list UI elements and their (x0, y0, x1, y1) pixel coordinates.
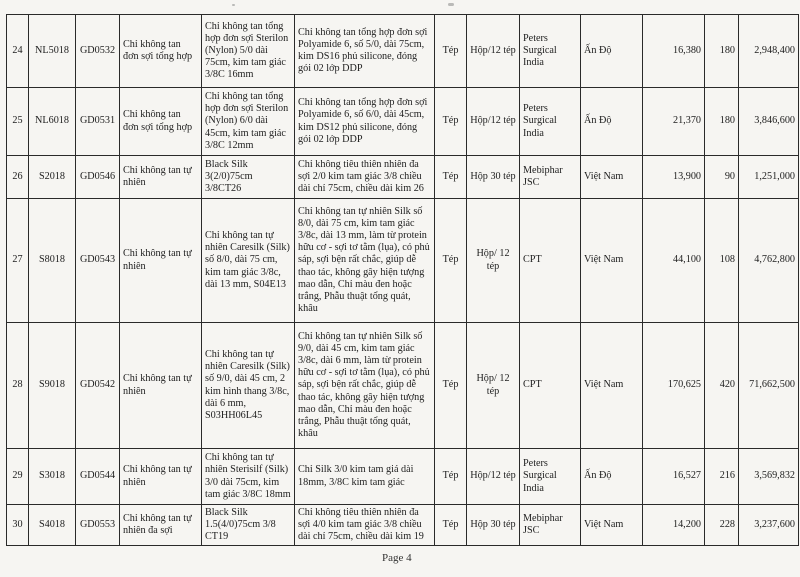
unit-price: 16,380 (643, 15, 705, 88)
unit-price: 21,370 (643, 88, 705, 156)
origin-country: Ấn Độ (581, 15, 643, 88)
group-code: GD0553 (76, 505, 120, 546)
row-index: 24 (7, 15, 29, 88)
table-row (7, 88, 799, 156)
item-name: Chỉ không tan tự nhiên Sterisilf (Silk) 3/0 dài 75cm, kim tam giác 3/8C 18mm (202, 449, 295, 505)
item-spec: Chỉ không tiêu thiên nhiên đa sợi 2/0 kim tam giác 3/8 chiều dài chỉ 75cm, chiều dài kim 26 (295, 156, 435, 199)
unit: Tép (435, 199, 467, 323)
item-name: Chỉ không tan tự nhiên Caresilk (Silk) số 8/0, dài 75 cm, kim tam giác 3/8c, dài 13 mm, S04E13 (202, 199, 295, 323)
unit-price: 13,900 (643, 156, 705, 199)
row-index: 28 (7, 323, 29, 449)
item-spec: Chỉ không tan tổng hợp đơn sợi Polyamide 6, số 6/0, dài 45cm, kim DS12 phủ silicone, đóng gói 02 lớp DDP (295, 88, 435, 156)
table-row (7, 199, 799, 323)
line-total: 3,846,600 (739, 88, 799, 156)
row-index: 26 (7, 156, 29, 199)
group-code: GD0532 (76, 15, 120, 88)
line-total: 2,948,400 (739, 15, 799, 88)
item-name: Chỉ không tan tổng hợp đơn sợi Sterilon (Nylon) 6/0 dài 45cm, kim tam giác 3/8C 12mm (202, 88, 295, 156)
manufacturer: CPT (520, 199, 581, 323)
item-category: Chỉ không tan đơn sợi tổng hợp (120, 15, 202, 88)
unit: Tép (435, 449, 467, 505)
group-code: GD0546 (76, 156, 120, 199)
line-total: 1,251,000 (739, 156, 799, 199)
row-index: 29 (7, 449, 29, 505)
item-code: S3018 (29, 449, 76, 505)
item-category: Chỉ không tan tự nhiên (120, 449, 202, 505)
row-index: 25 (7, 88, 29, 156)
item-name: Black Silk 1.5(4/0)75cm 3/8 CT19 (202, 505, 295, 546)
table-row (7, 15, 799, 88)
item-name: Black Silk 3(2/0)75cm 3/8CT26 (202, 156, 295, 199)
item-category: Chỉ không tan tự nhiên đa sợi (120, 505, 202, 546)
unit: Tép (435, 88, 467, 156)
line-total: 71,662,500 (739, 323, 799, 449)
line-total: 4,762,800 (739, 199, 799, 323)
scan-speck (232, 4, 235, 6)
unit: Tép (435, 323, 467, 449)
manufacturer: Peters Surgical India (520, 15, 581, 88)
row-index: 30 (7, 505, 29, 546)
row-index: 27 (7, 199, 29, 323)
quantity: 108 (705, 199, 739, 323)
line-total: 3,569,832 (739, 449, 799, 505)
page-number: Page 4 (382, 552, 412, 564)
packaging: Hộp/12 tép (467, 88, 520, 156)
item-code: S8018 (29, 199, 76, 323)
item-spec: Chỉ không tiêu thiên nhiên đa sợi 4/0 kim tam giác 3/8 chiều dài chỉ 75cm, chiều dài kim 19 (295, 505, 435, 546)
unit-price: 170,625 (643, 323, 705, 449)
unit-price: 44,100 (643, 199, 705, 323)
table-row (7, 505, 799, 546)
item-code: S9018 (29, 323, 76, 449)
origin-country: Việt Nam (581, 199, 643, 323)
item-spec: Chỉ Silk 3/0 kim tam giá dài 18mm, 3/8C kim tam giác (295, 449, 435, 505)
unit-price: 14,200 (643, 505, 705, 546)
quantity: 216 (705, 449, 739, 505)
table-row (7, 323, 799, 449)
table-row (7, 449, 799, 505)
unit: Tép (435, 505, 467, 546)
line-total: 3,237,600 (739, 505, 799, 546)
item-code: NL5018 (29, 15, 76, 88)
unit: Tép (435, 156, 467, 199)
item-category: Chỉ không tan đơn sợi tổng hợp (120, 88, 202, 156)
packaging: Hộp/12 tép (467, 449, 520, 505)
item-category: Chỉ không tan tự nhiên (120, 156, 202, 199)
unit-price: 16,527 (643, 449, 705, 505)
quantity: 228 (705, 505, 739, 546)
item-code: S2018 (29, 156, 76, 199)
group-code: GD0531 (76, 88, 120, 156)
item-code: S4018 (29, 505, 76, 546)
manufacturer: Mebiphar JSC (520, 505, 581, 546)
packaging: Hộp 30 tép (467, 505, 520, 546)
item-spec: Chỉ không tan tự nhiên Silk số 8/0, dài 75 cm, kim tam giác 3/8c, dài 13 mm, làm từ protein hữu cơ - sợi tơ tằm (lụa), có phủ sáp, sợi bện rất chắc, giúp dễ thao tác, không gây hiện tượng mao dẫn, Chỉ màu đen hoặc trắng, Phẫu thuật tổng quát, khâu (295, 199, 435, 323)
quantity: 420 (705, 323, 739, 449)
manufacturer: CPT (520, 323, 581, 449)
manufacturer: Mebiphar JSC (520, 156, 581, 199)
manufacturer: Peters Surgical India (520, 88, 581, 156)
quantity: 180 (705, 88, 739, 156)
packaging: Hộp/12 tép (467, 15, 520, 88)
packaging: Hộp/ 12 tép (467, 323, 520, 449)
unit: Tép (435, 15, 467, 88)
group-code: GD0544 (76, 449, 120, 505)
manufacturer: Peters Surgical India (520, 449, 581, 505)
item-category: Chỉ không tan tự nhiên (120, 323, 202, 449)
origin-country: Việt Nam (581, 323, 643, 449)
origin-country: Ấn Độ (581, 449, 643, 505)
origin-country: Việt Nam (581, 505, 643, 546)
scan-speck (448, 3, 454, 6)
quantity: 90 (705, 156, 739, 199)
packaging: Hộp/ 12 tép (467, 199, 520, 323)
group-code: GD0542 (76, 323, 120, 449)
origin-country: Việt Nam (581, 156, 643, 199)
item-code: NL6018 (29, 88, 76, 156)
item-spec: Chỉ không tan tự nhiên Silk số 9/0, dài 45 cm, kim tam giác 3/8c, dài 6 mm, làm từ protein hữu cơ - sợi tơ tằm (lụa), có phủ sáp, sợi bện rất chắc, giúp dễ thao tác, không gây hiện tượng mao dẫn, Chỉ màu đen hoặc trắng, Phẫu thuật tổng quát, khâu (295, 323, 435, 449)
group-code: GD0543 (76, 199, 120, 323)
item-category: Chỉ không tan tự nhiên (120, 199, 202, 323)
origin-country: Ấn Độ (581, 88, 643, 156)
price-table (6, 14, 799, 546)
item-spec: Chỉ không tan tổng hợp đơn sợi Polyamide 6, số 5/0, dài 75cm, kim DS16 phủ silicone, đóng gói 02 lớp DDP (295, 15, 435, 88)
table-row (7, 156, 799, 199)
item-name: Chỉ không tan tự nhiên Caresilk (Silk) số 9/0, dài 45 cm, 2 kim hình thang 3/8c, dài 6 mm, S03HH06L45 (202, 323, 295, 449)
packaging: Hộp 30 tép (467, 156, 520, 199)
item-name: Chỉ không tan tổng hợp đơn sợi Sterilon (Nylon) 5/0 dài 75cm, kim tam giác 3/8C 16mm (202, 15, 295, 88)
quantity: 180 (705, 15, 739, 88)
